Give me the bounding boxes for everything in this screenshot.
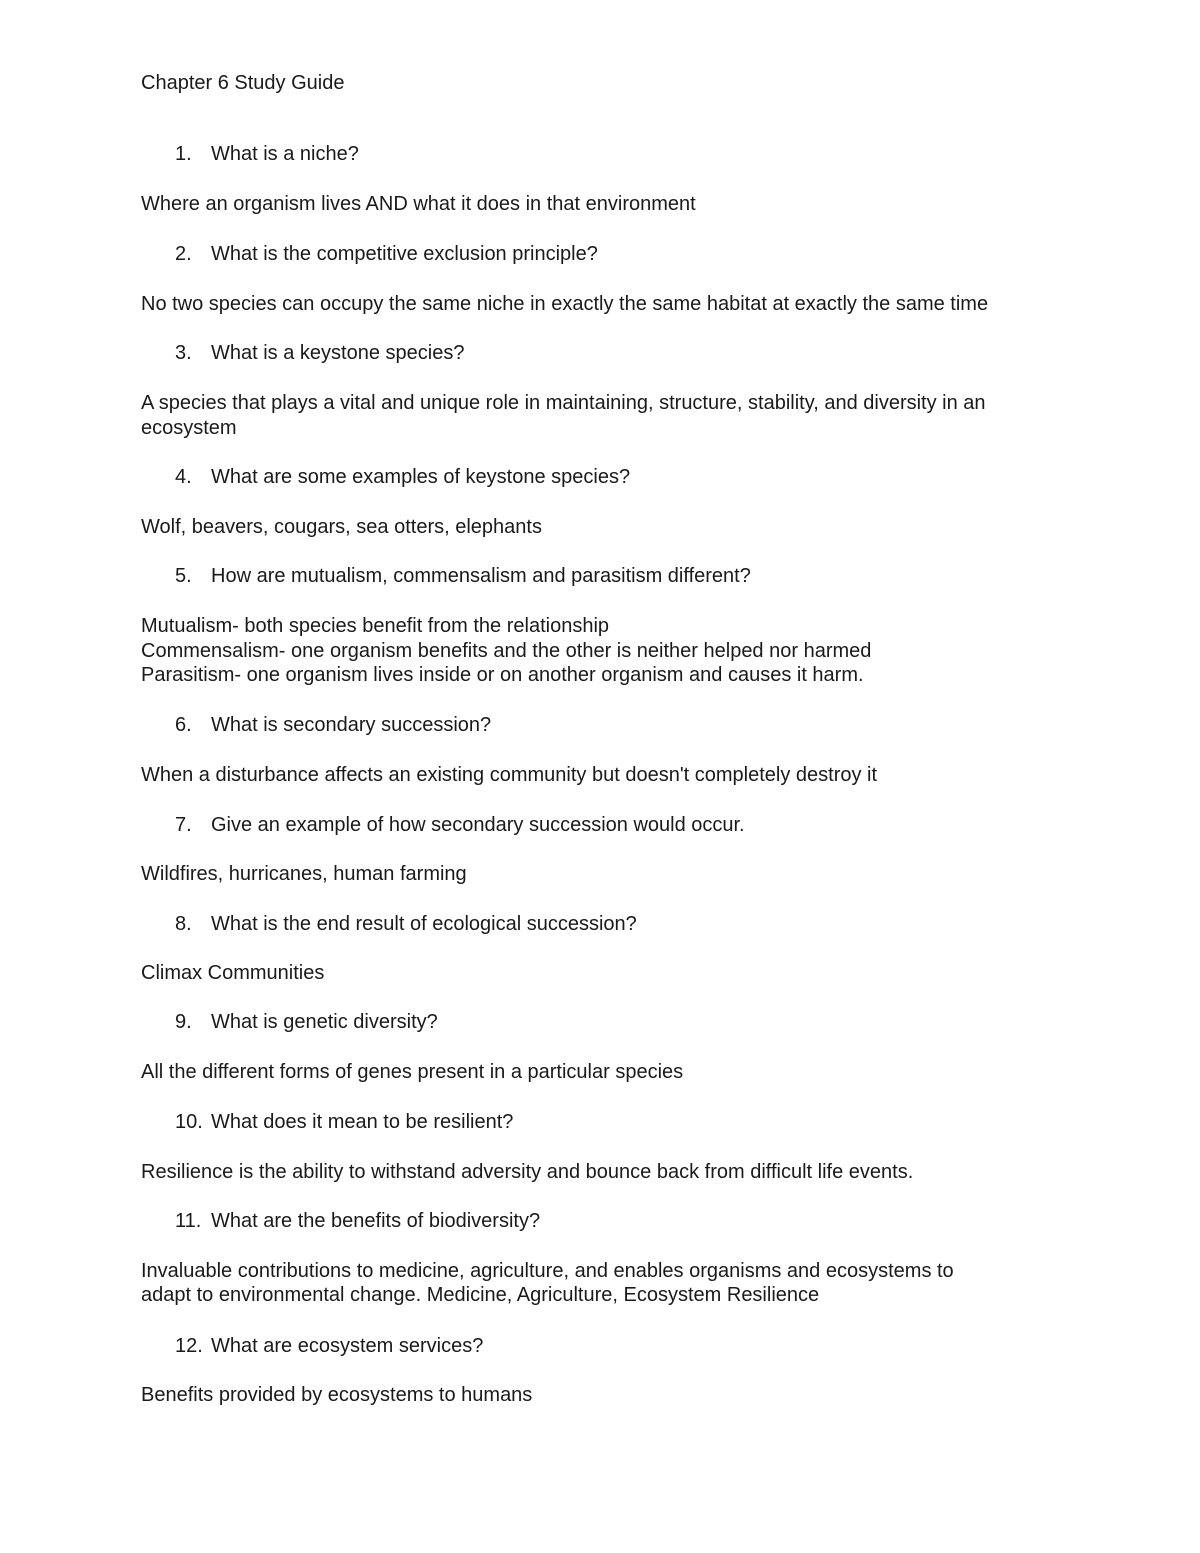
question-text: What does it mean to be resilient?: [211, 1111, 514, 1133]
question-number: 1.: [175, 143, 192, 165]
question-3: [175, 341, 464, 366]
question-11: [175, 1209, 540, 1234]
question-7: [175, 813, 745, 838]
question-text: What are ecosystem services?: [211, 1335, 484, 1357]
question-6: [175, 713, 491, 738]
question-4: [175, 465, 630, 490]
question-number: 7.: [175, 814, 192, 836]
question-9: [175, 1010, 438, 1035]
answer-12: Benefits provided by ecosystems to humans: [141, 1384, 533, 1406]
answer-10: Resilience is the ability to withstand adversity and bounce back from difficult life events.: [141, 1161, 914, 1183]
answer-1: Where an organism lives AND what it does in that environment: [141, 193, 696, 215]
page-title: Chapter 6 Study Guide: [141, 72, 345, 94]
question-text: What are the benefits of biodiversity?: [211, 1210, 541, 1232]
answer-5-line-3: Parasitism- one organism lives inside or on another organism and causes it harm.: [141, 664, 864, 686]
question-text: What is a niche?: [211, 143, 359, 165]
question-5: [175, 564, 751, 589]
question-text: What is a keystone species?: [211, 342, 465, 364]
answer-5-line-2: Commensalism- one organism benefits and the other is neither helped nor harmed: [141, 640, 872, 662]
question-10: [175, 1110, 513, 1135]
question-text: What are some examples of keystone species?: [211, 466, 631, 488]
answer-2: No two species can occupy the same niche in exactly the same habitat at exactly the same time: [141, 293, 989, 315]
answer-8: Climax Communities: [141, 962, 325, 984]
question-text: What is secondary succession?: [211, 714, 492, 736]
question-number: 2.: [175, 243, 192, 265]
answer-4: Wolf, beavers, cougars, sea otters, elephants: [141, 516, 542, 538]
question-number: 4.: [175, 466, 192, 488]
question-text: Give an example of how secondary succession would occur.: [211, 814, 745, 836]
answer-9: All the different forms of genes present in a particular species: [141, 1061, 684, 1083]
question-text: How are mutualism, commensalism and parasitism different?: [211, 565, 751, 587]
question-2: [175, 242, 598, 267]
question-number: 12.: [175, 1335, 203, 1357]
question-text: What is the competitive exclusion principle?: [211, 243, 598, 265]
answer-6: When a disturbance affects an existing community but doesn't completely destroy it: [141, 764, 878, 786]
question-number: 3.: [175, 342, 192, 364]
question-12: [175, 1334, 483, 1359]
answer-11-line-2: adapt to environmental change. Medicine, Agriculture, Ecosystem Resilience: [141, 1284, 820, 1306]
question-number: 8.: [175, 913, 192, 935]
answer-5-line-1: Mutualism- both species benefit from the relationship: [141, 615, 610, 637]
question-number: 5.: [175, 565, 192, 587]
question-1: [175, 142, 359, 167]
question-8: [175, 912, 637, 937]
question-number: 6.: [175, 714, 192, 736]
question-number: 9.: [175, 1011, 192, 1033]
question-text: What is genetic diversity?: [211, 1011, 438, 1033]
answer-3-line-1: A species that plays a vital and unique role in maintaining, structure, stability, and diversity in an: [141, 392, 986, 414]
question-text: What is the end result of ecological succession?: [211, 913, 637, 935]
question-number: 11.: [175, 1210, 202, 1232]
answer-7: Wildfires, hurricanes, human farming: [141, 863, 467, 885]
answer-3-line-2: ecosystem: [141, 417, 237, 439]
question-number: 10.: [175, 1111, 203, 1133]
answer-11-line-1: Invaluable contributions to medicine, agriculture, and enables organisms and ecosystems to: [141, 1260, 954, 1282]
